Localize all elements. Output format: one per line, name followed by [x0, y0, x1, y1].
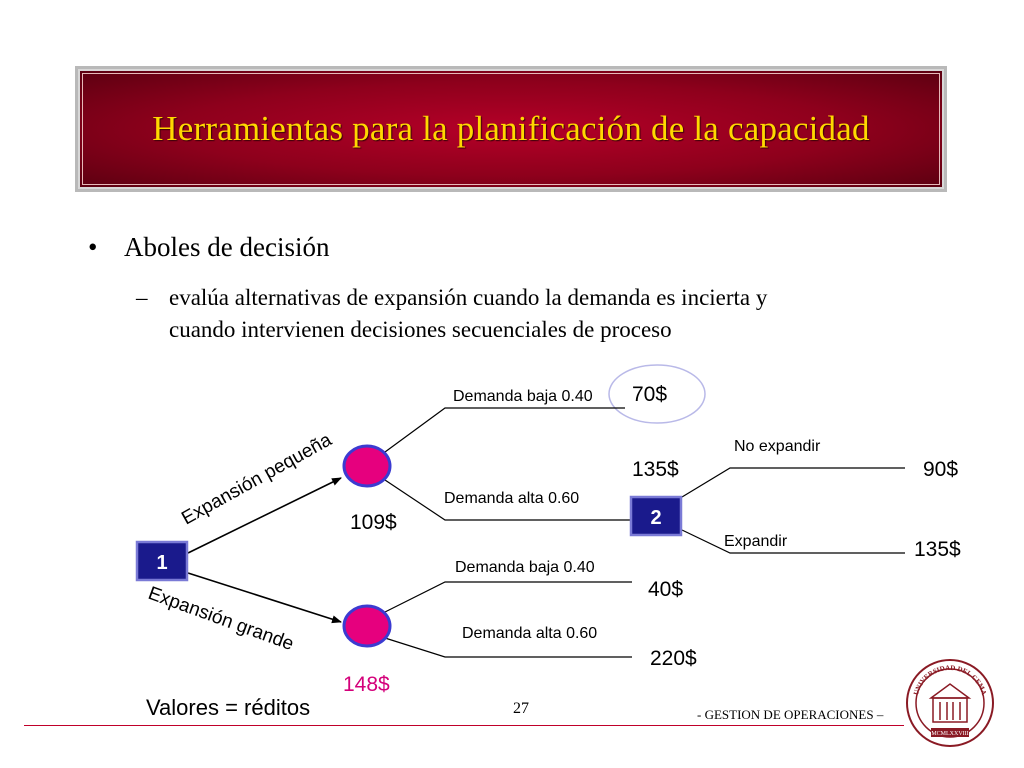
branch-label-large: Expansión grande — [145, 582, 297, 656]
branch-label-small: Expansión pequeña — [178, 429, 336, 530]
bullet-marker: • — [88, 232, 98, 262]
outcome-label-no-expand: No expandir — [734, 438, 821, 455]
footer-divider — [24, 725, 904, 726]
value-small-low: 70$ — [632, 383, 668, 406]
svg-text:MCMLXXVIII: MCMLXXVIII — [931, 731, 969, 737]
value-large-node: 148$ — [343, 673, 390, 696]
svg-text:UNIVERSIDAD DEL CEMA: UNIVERSIDAD DEL CEMA — [912, 663, 988, 697]
outcome-label-small-low: Demanda baja 0.40 — [453, 388, 593, 405]
branch-line-no-expand — [682, 468, 905, 497]
value-expand: 135$ — [914, 538, 961, 561]
outcome-label-large-low: Demanda baja 0.40 — [455, 559, 595, 576]
decision-node-1-label: 1 — [156, 552, 168, 574]
outcome-label-expand: Expandir — [724, 533, 788, 550]
branch-line-large-low — [385, 582, 632, 612]
value-small-node: 109$ — [350, 511, 397, 534]
slide-title: Herramientas para la planificación de la capacidad — [152, 109, 870, 148]
values-caption: Valores = réditos — [146, 695, 311, 720]
outcome-label-small-high: Demanda alta 0.60 — [444, 490, 580, 507]
branch-line-small-low — [385, 408, 625, 452]
outcome-label-large-high: Demanda alta 0.60 — [462, 625, 598, 642]
value-large-low: 40$ — [648, 578, 684, 601]
sub-bullet-line-2: cuando intervienen decisiones secuenciales de proceso — [169, 317, 672, 342]
footer-course-text: - GESTION DE OPERACIONES – — [697, 707, 884, 722]
chance-node-small — [344, 446, 390, 486]
chance-node-large — [344, 606, 390, 646]
page-number: 27 — [513, 700, 529, 717]
value-node-2: 135$ — [632, 458, 679, 481]
value-no-expand: 90$ — [923, 458, 959, 481]
value-large-high: 220$ — [650, 647, 697, 670]
sub-bullet-line-1: evalúa alternativas de expansión cuando la demanda es incierta y — [169, 285, 768, 310]
university-seal-logo — [905, 658, 995, 748]
decision-node-2-label: 2 — [650, 507, 662, 529]
branch-line-expand — [682, 530, 905, 553]
sub-bullet-marker: – — [136, 285, 148, 310]
bullet-text: Aboles de decisión — [124, 232, 330, 262]
